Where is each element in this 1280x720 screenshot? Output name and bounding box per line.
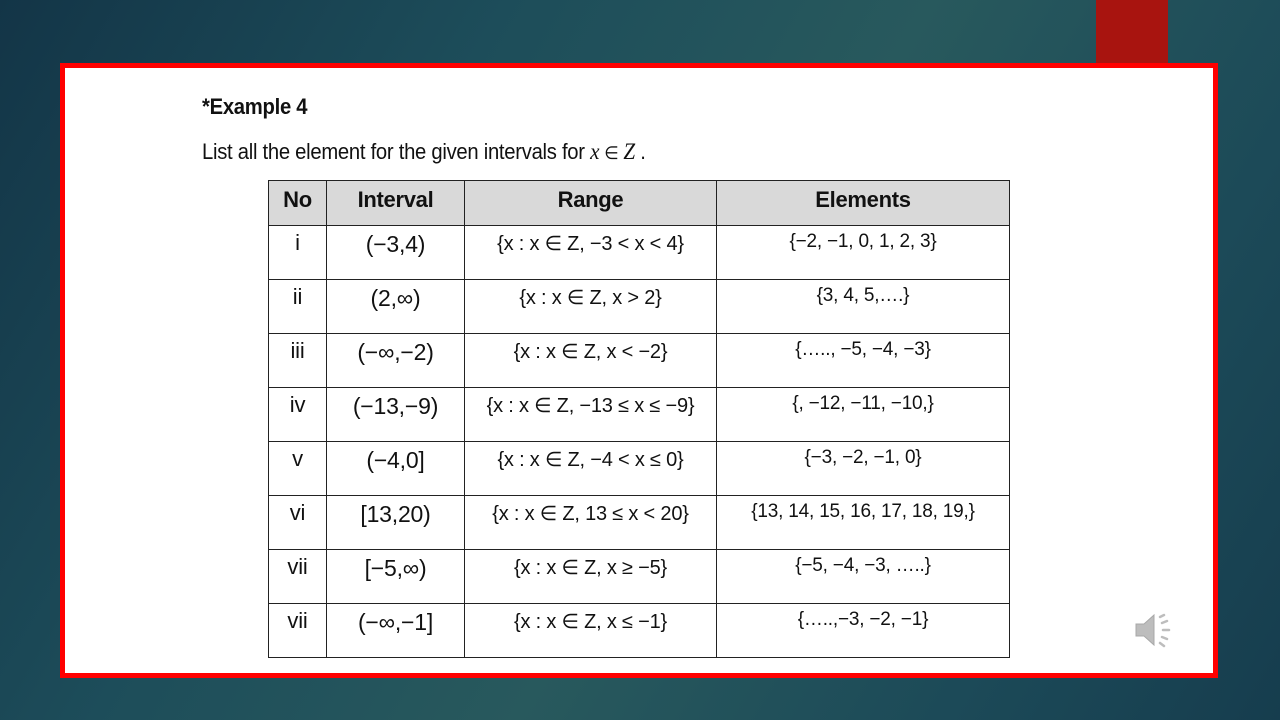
element-list: {13, 14, 15, 16, 17, 18, 19,}: [751, 501, 975, 522]
subtitle-text: List all the element for the given intervals for: [202, 139, 591, 164]
row-number: i: [295, 230, 300, 255]
cell-range: [465, 604, 717, 658]
interval-notation: (−∞,−1]: [357, 609, 434, 635]
table-row: [269, 334, 1010, 388]
interval-notation: [13,20): [360, 501, 431, 527]
speaker-icon[interactable]: [1134, 610, 1180, 650]
cell-interval: [327, 280, 465, 334]
interval-notation: [−5,∞): [364, 555, 427, 581]
cell-no: [269, 280, 327, 334]
cell-range: [465, 550, 717, 604]
element-list: {…..,−3, −2, −1}: [797, 609, 929, 630]
cell-no: [269, 550, 327, 604]
math-set: Z: [618, 139, 635, 164]
set-builder: {x : x ∈ Z, x ≤ −1}: [514, 611, 667, 633]
interval-notation: (−∞,−2): [357, 339, 434, 365]
element-of-symbol: ∈: [604, 143, 619, 163]
intervals-table: [268, 180, 1010, 658]
row-number: ii: [292, 284, 303, 309]
table-row: [269, 604, 1010, 658]
cell-range: [465, 388, 717, 442]
set-builder: {x : x ∈ Z, x < −2}: [513, 341, 668, 363]
table-row: [269, 442, 1010, 496]
cell-elements: [717, 550, 1010, 604]
cell-interval: [327, 442, 465, 496]
slide-subtitle: [202, 139, 646, 165]
cell-no: [269, 388, 327, 442]
math-variable: x: [590, 139, 605, 164]
element-list: {−3, −2, −1, 0}: [804, 447, 922, 468]
cell-no: [269, 334, 327, 388]
header-range: Range: [465, 181, 717, 226]
accent-tab-decoration: [1096, 0, 1168, 63]
cell-interval: [327, 226, 465, 280]
header-no: No: [269, 181, 327, 226]
interval-notation: (−4,0]: [366, 447, 425, 473]
cell-elements: [717, 442, 1010, 496]
interval-notation: (−3,4): [365, 231, 426, 257]
interval-notation: (2,∞): [370, 285, 421, 311]
table-row: [269, 550, 1010, 604]
cell-range: [465, 496, 717, 550]
cell-elements: [717, 604, 1010, 658]
table-row: [269, 226, 1010, 280]
element-list: {−2, −1, 0, 1, 2, 3}: [789, 231, 937, 252]
cell-no: [269, 226, 327, 280]
cell-elements: [717, 226, 1010, 280]
cell-range: [465, 280, 717, 334]
cell-interval: [327, 604, 465, 658]
subtitle-period: .: [634, 139, 646, 164]
cell-no: [269, 604, 327, 658]
interval-notation: (−13,−9): [352, 393, 439, 419]
cell-elements: [717, 496, 1010, 550]
element-list: {….., −5, −4, −3}: [795, 339, 931, 360]
table-row: [269, 388, 1010, 442]
cell-elements: [717, 334, 1010, 388]
cell-interval: [327, 388, 465, 442]
cell-elements: [717, 388, 1010, 442]
cell-no: [269, 442, 327, 496]
row-number: iii: [290, 338, 305, 363]
slide-frame: [60, 63, 1218, 678]
table-header-row: [269, 181, 1010, 226]
slide-title: *Example 4: [202, 94, 308, 119]
row-number: vi: [289, 500, 306, 525]
set-builder: {x : x ∈ Z, x > 2}: [519, 287, 662, 309]
set-builder: {x : x ∈ Z, −3 < x < 4}: [497, 233, 684, 255]
subtitle-math: [590, 139, 635, 164]
cell-range: [465, 442, 717, 496]
cell-interval: [327, 334, 465, 388]
element-list: {−5, −4, −3, …..}: [795, 555, 931, 576]
row-number: vii: [287, 554, 308, 579]
header-interval: Interval: [327, 181, 465, 226]
element-list: {, −12, −11, −10,}: [792, 393, 934, 414]
set-builder: {x : x ∈ Z, x ≥ −5}: [514, 557, 667, 579]
header-elements: Elements: [717, 181, 1010, 226]
cell-interval: [327, 496, 465, 550]
element-list: {3, 4, 5,….}: [816, 285, 910, 306]
cell-range: [465, 334, 717, 388]
set-builder: {x : x ∈ Z, −4 < x ≤ 0}: [497, 449, 684, 471]
row-number: vii: [287, 608, 308, 633]
table-row: [269, 496, 1010, 550]
set-builder: {x : x ∈ Z, 13 ≤ x < 20}: [492, 503, 689, 525]
cell-range: [465, 226, 717, 280]
table-row: [269, 280, 1010, 334]
row-number: iv: [289, 392, 306, 417]
cell-interval: [327, 550, 465, 604]
row-number: v: [292, 446, 303, 471]
cell-no: [269, 496, 327, 550]
set-builder: {x : x ∈ Z, −13 ≤ x ≤ −9}: [486, 395, 695, 417]
cell-elements: [717, 280, 1010, 334]
